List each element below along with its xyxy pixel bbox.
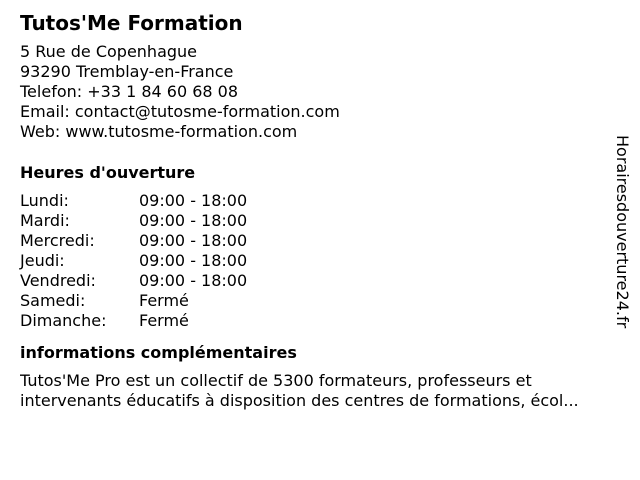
hours-day: Lundi: — [20, 191, 69, 210]
hours-time: 09:00 - 18:00 — [139, 251, 248, 270]
street-address: 5 Rue de Copenhague — [20, 42, 198, 61]
hours-time: 09:00 - 18:00 — [139, 271, 248, 290]
hours-row-tuesday — [20, 211, 620, 231]
info-line-1: Tutos'Me Pro est un collectif de 5300 formateurs, professeurs et — [20, 371, 532, 390]
hours-row-sunday — [20, 311, 620, 331]
hours-time: Fermé — [139, 291, 189, 310]
hours-row-monday — [20, 191, 620, 211]
hours-time: 09:00 - 18:00 — [139, 191, 248, 210]
hours-day: Mercredi: — [20, 231, 95, 250]
city-address: 93290 Tremblay-en-France — [20, 62, 234, 81]
additional-info-text — [20, 371, 620, 411]
additional-info-heading: informations complémentaires — [20, 343, 297, 362]
hours-day: Mardi: — [20, 211, 70, 230]
email-line: Email: contact@tutosme-formation.com — [20, 102, 340, 121]
hours-time: 09:00 - 18:00 — [139, 211, 248, 230]
hours-row-thursday — [20, 251, 620, 271]
hours-time: Fermé — [139, 311, 189, 330]
hours-day: Samedi: — [20, 291, 86, 310]
hours-row-wednesday — [20, 231, 620, 251]
hours-day: Jeudi: — [20, 251, 65, 270]
hours-time: 09:00 - 18:00 — [139, 231, 248, 250]
hours-day: Dimanche: — [20, 311, 107, 330]
web-line: Web: www.tutosme-formation.com — [20, 122, 298, 141]
contact-block — [20, 42, 620, 142]
hours-row-saturday — [20, 291, 620, 311]
phone-line: Telefon: +33 1 84 60 68 08 — [20, 82, 239, 101]
hours-day: Vendredi: — [20, 271, 96, 290]
hours-row-friday — [20, 271, 620, 291]
site-watermark: Horairesdouverture24.fr — [613, 135, 632, 329]
opening-hours-table — [20, 191, 620, 331]
info-line-2: intervenants éducatifs à disposition des centres de formations, écol... — [20, 391, 579, 410]
business-name: Tutos'Me Formation — [20, 11, 243, 35]
business-card — [20, 10, 620, 411]
opening-hours-heading: Heures d'ouverture — [20, 163, 196, 182]
